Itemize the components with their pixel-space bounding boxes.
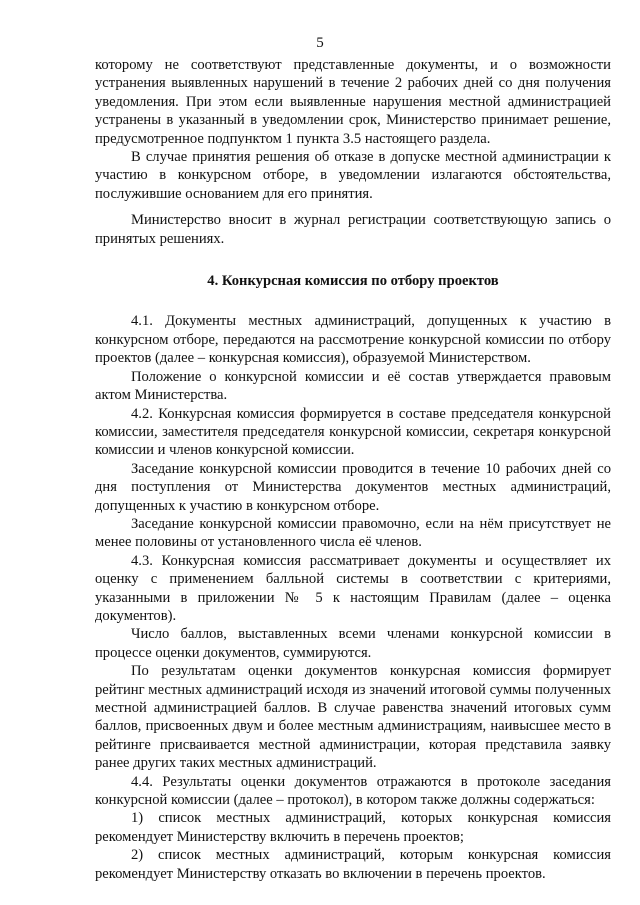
paragraph-rating: По результатам оценки документов конкурсная комиссия формирует рейтинг местных администраций исходя из значений итоговой суммы полученных местной администрацией баллов. В случае равенства значений итоговых сумм баллов, присвоенных двум и более местным администрациям, наивысшее место в рейтинге присваивается местной администрации, которая представила заявку ранее других таких местных администраций. <box>95 663 611 772</box>
intro-paragraph-1: которому не соответствуют представленные документы, и о возможности устранения выявленных нарушений в течение 2 рабочих дней со дня получения уведомления. При этом если выявленные нарушения местной администрацией устранены в указанный в уведомлении срок, Министерство принимает решение, предусмотренное подпунктом 1 пункта 3.5 настоящего раздела. <box>95 57 611 147</box>
intro-paragraph-3: Министерство вносит в журнал регистрации соответствующую запись о принятых решениях. <box>95 212 611 247</box>
list-item-1: 1) список местных администраций, которых конкурсная комиссия рекомендует Министерству включить в перечень проектов; <box>95 810 611 845</box>
paragraph-4-2: 4.2. Конкурсная комиссия формируется в составе председателя конкурсной комиссии, заместителя председателя конкурсной комиссии, секретаря конкурсной комиссии и членов конкурсной комиссии. <box>95 405 611 459</box>
list-item-2: 2) список местных администраций, которым конкурсная комиссия рекомендует Министерству отказать во включении в перечень проектов. <box>95 847 611 882</box>
page-number: 5 <box>316 35 324 51</box>
intro-paragraph-2: В случае принятия решения об отказе в допуске местной администрации к участию в конкурсном отборе, в уведомлении излагаются обстоятельства, послужившие основанием для его принятия. <box>95 149 611 202</box>
paragraph-4-3: 4.3. Конкурсная комиссия рассматривает документы и осуществляет их оценку с применением балльной системы в соответствии с критериями, указанными в приложении № 5 к настоящим Правилам (далее – оценка документов). <box>95 552 611 624</box>
section-heading: 4. Конкурсная комиссия по отбору проектов <box>207 273 499 290</box>
paragraph-quorum: Заседание конкурсной комиссии правомочно, если на нём присутствует не менее половины от установленного числа её членов. <box>95 515 611 551</box>
paragraph-4-1: 4.1. Документы местных администраций, допущенных к участию в конкурсном отборе, передаются на рассмотрение конкурсной комиссии по отбору проектов (далее – конкурсная комиссия), образуемой Министерством. <box>95 313 611 367</box>
paragraph-meeting-timing: Заседание конкурсной комиссии проводится в течение 10 рабочих дней со дня поступления от Министерства документов местных администраций, допущенных к участию в конкурсном отборе. <box>95 460 611 514</box>
document-body <box>95 56 611 883</box>
paragraph-commission-regulation: Положение о конкурсной комиссии и её состав утверждается правовым актом Министерства. <box>95 368 611 404</box>
paragraph-score-sum: Число баллов, выставленных всеми членами конкурсной комиссии в процессе оценки документов, суммируются. <box>95 626 611 661</box>
paragraph-4-4: 4.4. Результаты оценки документов отражаются в протоколе заседания конкурсной комиссии (далее – протокол), в котором также должны содержаться: <box>95 773 611 809</box>
